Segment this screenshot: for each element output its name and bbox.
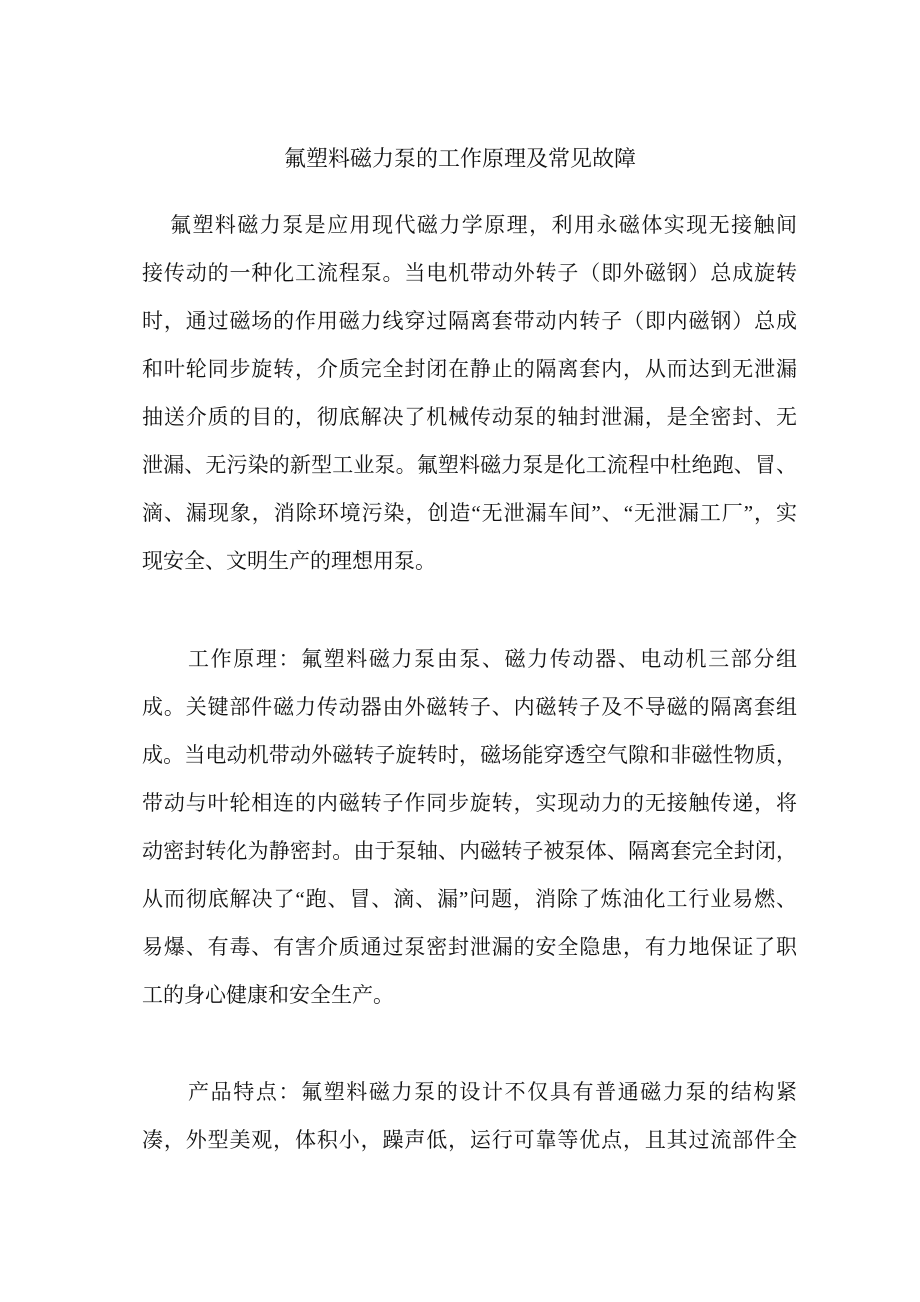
page-title: 氟塑料磁力泵的工作原理及常见故障 [283,146,636,171]
text-line: 动密封转化为静密封。由于泵轴、内磁转子被泵体、隔离套完全封闭， [142,839,797,863]
text-line: 泄漏、无污染的新型工业泵。氟塑料磁力泵是化工流程中杜绝跑、冒、 [142,453,797,477]
text-line: 现安全、文明生产的理想用泵。 [142,549,436,573]
text-line: 带动与叶轮相连的内磁转子作同步旋转，实现动力的无接触传递，将 [142,791,797,815]
text-line: 从而彻底解决了“跑、冒、滴、漏”问题，消除了炼油化工行业易燃、 [142,887,797,911]
text-line: 成。当电动机带动外磁转子旋转时，磁场能穿透空气隙和非磁性物质， [142,743,797,767]
text-line: 工的身心健康和安全生产。 [142,983,394,1007]
text-line: 凑，外型美观，体积小，躁声低，运行可靠等优点，且其过流部件全 [142,1128,797,1152]
text-line: 易爆、有毒、有害介质通过泵密封泄漏的安全隐患，有力地保证了职 [142,935,797,959]
text-line: 滴、漏现象，消除环境污染，创造“无泄漏车间”、“无泄漏工厂”，实 [142,501,797,525]
text-line: 时，通过磁场的作用磁力线穿过隔离套带动内转子（即内磁钢）总成 [142,309,797,333]
text-line: 接传动的一种化工流程泵。当电机带动外转子（即外磁钢）总成旋转 [142,261,797,285]
text-line: 产品特点：氟塑料磁力泵的设计不仅具有普通磁力泵的结构紧 [188,1080,797,1104]
text-line: 抽送介质的目的，彻底解决了机械传动泵的轴封泄漏，是全密封、无 [142,405,797,429]
text-line: 和叶轮同步旋转，介质完全封闭在静止的隔离套内，从而达到无泄漏 [142,357,797,381]
text-line: 成。关键部件磁力传动器由外磁转子、内磁转子及不导磁的隔离套组 [142,695,797,719]
text-line: 工作原理：氟塑料磁力泵由泵、磁力传动器、电动机三部分组 [188,647,797,671]
text-line: 氟塑料磁力泵是应用现代磁力学原理，利用永磁体实现无接触间 [170,213,797,237]
